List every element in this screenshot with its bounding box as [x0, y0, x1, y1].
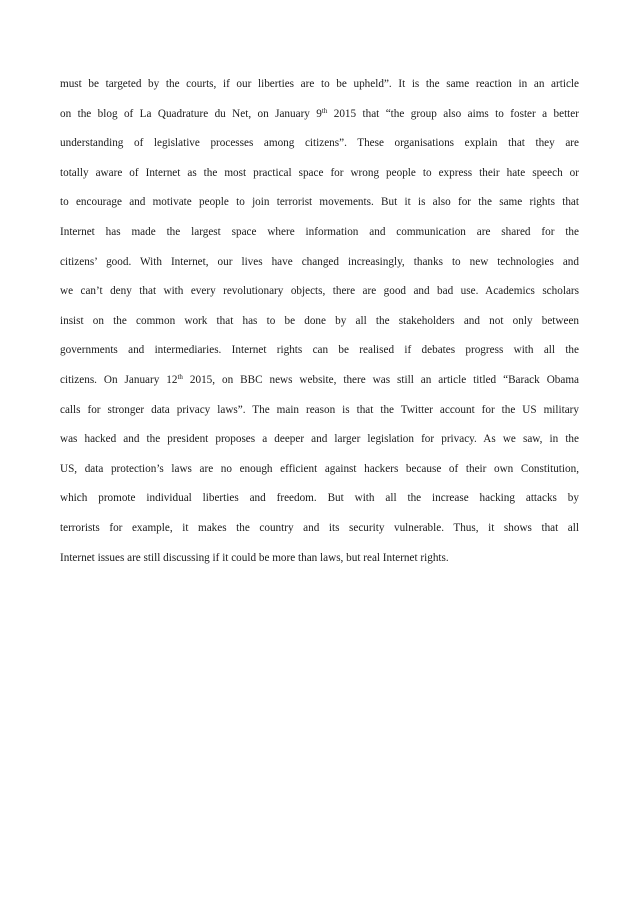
paragraph-line: citizens. On January 12th 2015, on BBC news website, there was still an article titled “Barack Obama: [60, 372, 580, 386]
paragraph-line: we can’t deny that with every revolutionary objects, there are good and bad use. Academics scholars: [60, 285, 579, 298]
paragraph-line: terrorists for example, it makes the country and its security vulnerable. Thus, it shows that all: [60, 521, 579, 534]
paragraph-line: was hacked and the president proposes a deeper and larger legislation for privacy. As we saw, in the: [60, 433, 579, 446]
paragraph-line: totally aware of Internet as the most practical space for wrong people to express their hate speech or: [60, 166, 579, 179]
paragraph-line: to encourage and motivate people to join terrorist movements. But it is also for the same rights that: [60, 196, 579, 209]
paragraph-line: Internet issues are still discussing if it could be more than laws, but real Internet rights.: [60, 551, 449, 564]
paragraph-line: calls for stronger data privacy laws”. The main reason is that the Twitter account for the US military: [60, 403, 579, 416]
paragraph-line: insist on the common work that has to be done by all the stakeholders and not only between: [60, 314, 579, 327]
paragraph-line: which promote individual liberties and freedom. But with all the increase hacking attacks by: [60, 492, 579, 505]
paragraph-line: must be targeted by the courts, if our liberties are to be upheld”. It is the same reaction in an article: [60, 78, 579, 90]
paragraph-line: US, data protection’s laws are no enough efficient against hackers because of their own Constitution,: [60, 462, 579, 475]
paragraph-line: on the blog of La Quadrature du Net, on January 9th 2015 that “the group also aims to foster a better: [60, 106, 579, 120]
paragraph-line: Internet has made the largest space where information and communication are shared for the: [60, 225, 579, 238]
paragraph-line: governments and intermediaries. Internet rights can be realised if debates progress with all the: [60, 344, 579, 357]
paragraph-line: understanding of legislative processes among citizens”. These organisations explain that they are: [60, 137, 579, 150]
ordinal-suffix: th: [177, 372, 183, 381]
paragraph-line: citizens’ good. With Internet, our lives have changed increasingly, thanks to new technologies and: [60, 255, 579, 268]
ordinal-suffix: th: [321, 106, 328, 115]
body-paragraph: [60, 70, 579, 573]
